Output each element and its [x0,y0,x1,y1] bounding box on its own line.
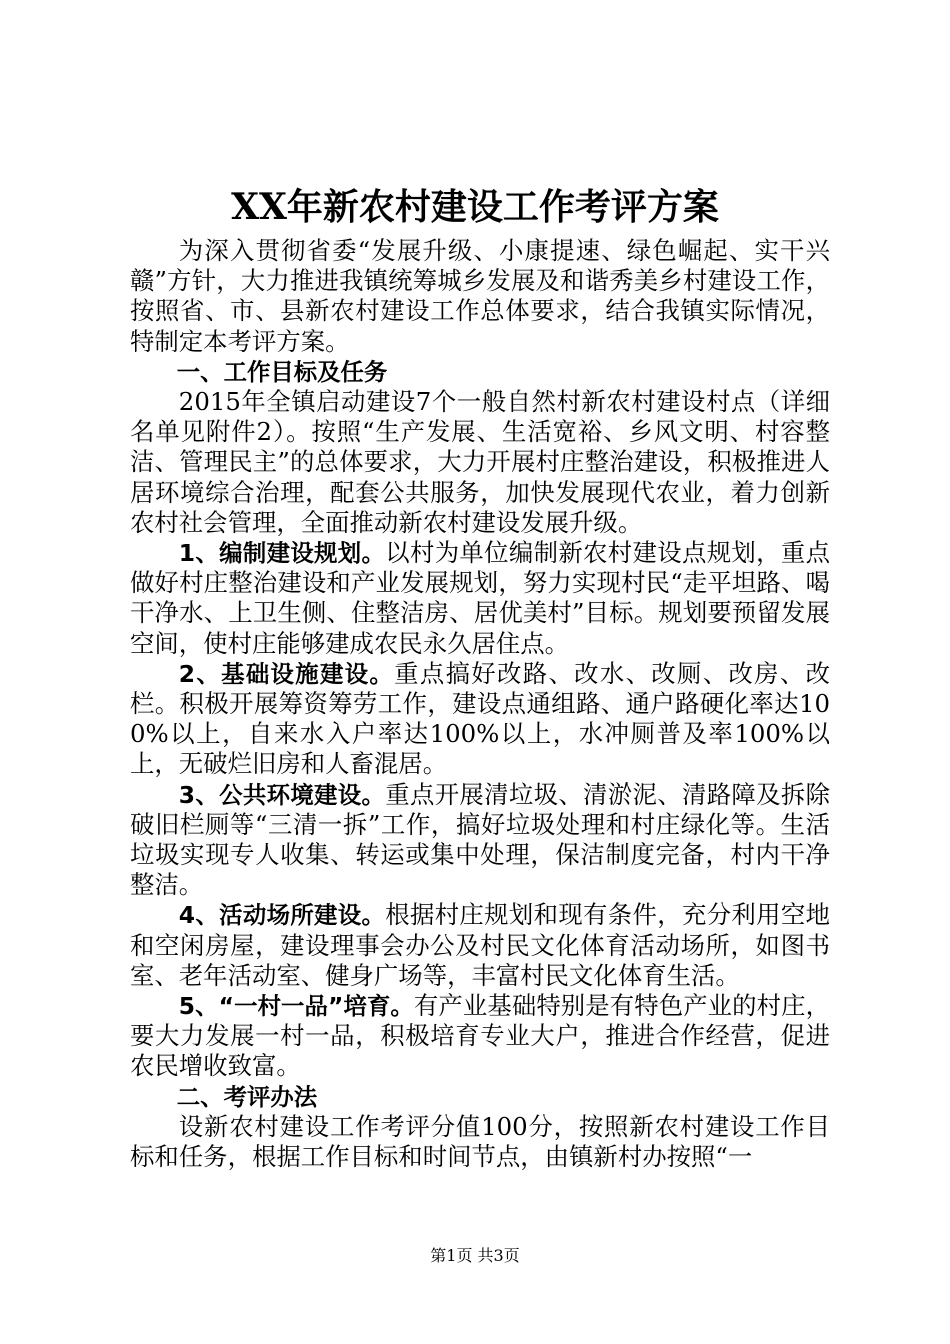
item-planning [130,538,830,659]
item-planning-text: 以村为单位编制新农村建设点规划，重点做好村庄整治建设和产业发展规划，努力实现村民“走平坦路、喝干净水、上卫生侧、住整洁房、居优美村”目标。规划要预留发展空间，使村庄能够建成农民永久居住点。 [130,538,830,658]
item-infrastructure [130,659,830,780]
page-number-footer: 第1页 共3页 [430,1246,520,1265]
section-heading-evaluation: 二、考评办法 [176,1082,318,1111]
item-activity-venues-text: 根据村庄规划和现有条件，充分利用空地和空闲房屋，建设理事会办公及村民文化体育活动场所，如图书室、老年活动室、健身广场等，丰富村民文化体育生活。 [130,900,830,990]
item-one-village-one-product-text: 有产业基础特别是有特色产业的村庄，要大力发展一村一品，积极培育专业大户，推进合作经营，促进农民增收致富。 [130,991,830,1081]
section-heading-goals: 一、工作目标及任务 [176,357,388,386]
item-activity-venues-lead: 4、活动场所建设。 [178,901,386,930]
item-planning-lead: 1、编制建设规划。 [178,539,386,568]
item-environment-text: 重点开展清垃圾、清淤泥、清路障及拆除破旧栏厕等“三清一拆”工作，搞好垃圾处理和村庄绿化等。生活垃圾实现专人收集、转运或集中处理，保洁制度完备，村内干净整洁。 [130,779,830,900]
intro-paragraph: 为深入贯彻省委“发展升级、小康提速、绿色崛起、实干兴赣”方针，大力推进我镇统筹城乡发展及和谐秀美乡村建设工作，按照省、市、县新农村建设工作总体要求，结合我镇实际情况，特制定本考评方案。 [130,236,830,356]
section-evaluation-paragraph: 设新农村建设工作考评分值100分，按照新农村建设工作目标和任务，根据工作目标和时间节点，由镇新村办按照“一 [130,1111,830,1172]
item-infrastructure-text: 重点搞好改路、改水、改厕、改房、改栏。积极开展筹资筹劳工作，建设点通组路、通户路硬化率达100%以上，自来水入户率达100%以上，水冲厕普及率100%以上，无破烂旧房和人畜混居。 [130,658,830,779]
item-one-village-one-product-lead: 5、“一村一品”培育。 [178,992,414,1021]
item-one-village-one-product [130,991,830,1082]
item-environment-lead: 3、公共环境建设。 [178,780,386,809]
item-activity-venues [130,900,830,991]
item-infrastructure-lead: 2、基础设施建设。 [178,659,395,688]
document-title: XX年新农村建设工作考评方案 [231,186,719,228]
document-body [130,236,830,1172]
section-goals-paragraph: 2015年全镇启动建设7个一般自然村新农村建设村点（详细名单见附件2）。按照“生产发展、生活宽裕、乡风文明、村容整洁、管理民主”的总体要求，大力开展村庄整治建设，积极推进人居环境综合治理，配套公共服务，加快发展现代农业，着力创新农村社会管理，全面推动新农村建设发展升级。 [130,387,830,537]
item-environment [130,780,830,901]
